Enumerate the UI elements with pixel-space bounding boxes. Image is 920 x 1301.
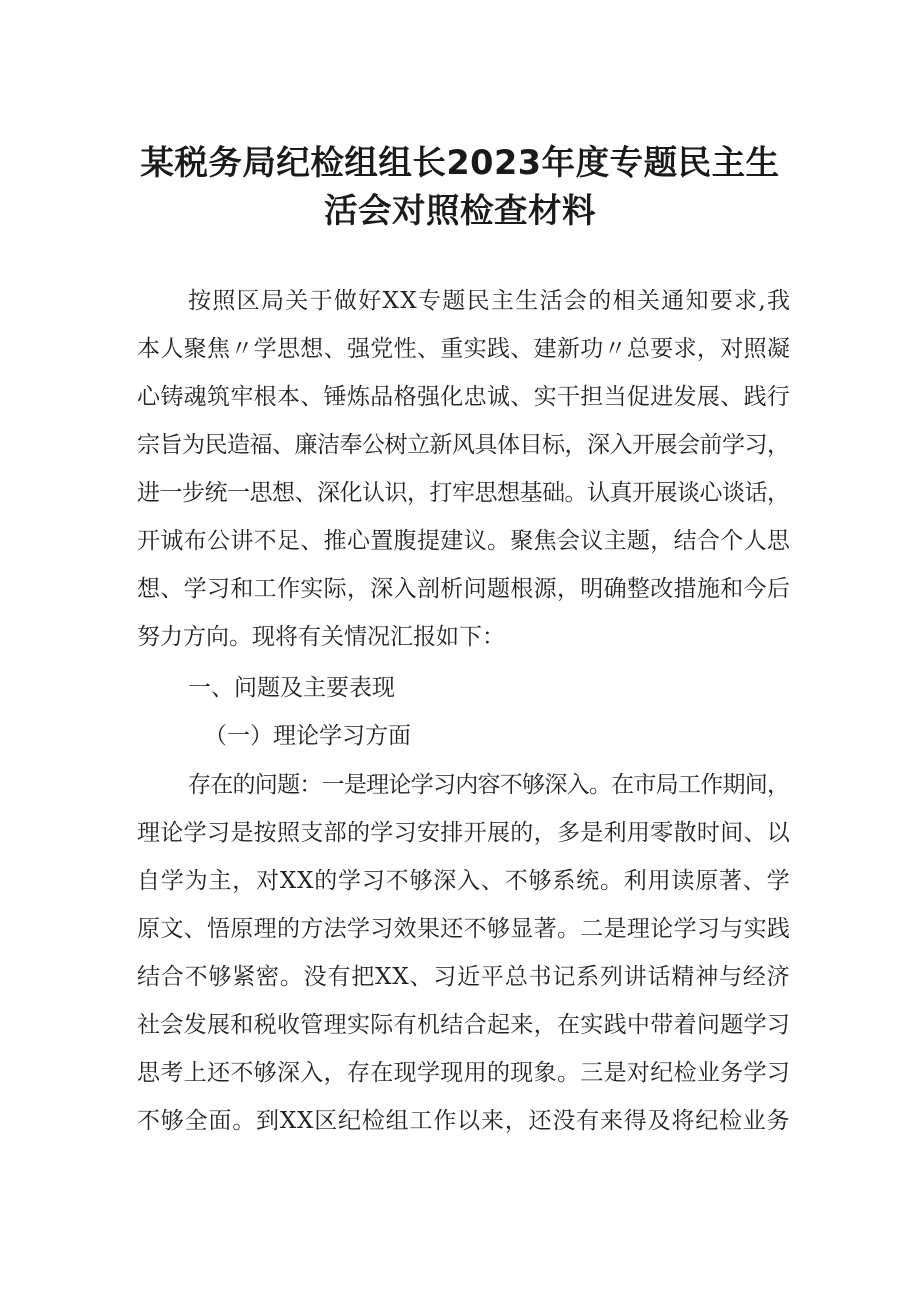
paragraph-2-line: 存在的问题：一是理论学习内容不够深入。在市局工作期间，: [188, 772, 790, 798]
paragraph-1-line: 努力方向。现将有关情况汇报如下：: [137, 624, 505, 650]
document-title-line-2: 活会对照检查材料: [324, 191, 596, 230]
paragraph-1-line: 宗旨为民造福、廉洁奉公树立新风具体目标，深入开展会前学习，: [137, 432, 790, 458]
paragraph-2-line: 结合不够紧密。没有把XX、习近平总书记系列讲话精神与经济: [137, 964, 791, 990]
section-heading-1: 一、问题及主要表现: [188, 675, 395, 701]
subsection-heading-1: （一）理论学习方面: [204, 723, 411, 749]
paragraph-2-line: 自学为主，对XX的学习不够深入、不够系统。利用读原著、学: [137, 868, 791, 894]
paragraph-2-line: 理论学习是按照支部的学习安排开展的，多是利用零散时间、以: [137, 820, 791, 846]
paragraph-1-line: 按照区局关于做好XX专题民主生活会的相关通知要求,我: [188, 288, 792, 314]
paragraph-1-line: 本人聚焦〃学思想、强党性、重实践、建新功〃总要求，对照凝: [137, 336, 791, 362]
paragraph-1-line: 心铸魂筑牢根本、锤炼品格强化忠诚、实干担当促进发展、践行: [137, 384, 791, 410]
document-title-line-1: 某税务局纪检组组长2023年度专题民主生: [140, 143, 780, 182]
paragraph-2-line: 原文、悟原理的方法学习效果还不够显著。二是理论学习与实践: [137, 916, 791, 942]
paragraph-2-line: 社会发展和税收管理实际有机结合起来，在实践中带着问题学习: [137, 1012, 791, 1038]
paragraph-1-line: 开诚布公讲不足、推心置腹提建议。聚焦会议主题，结合个人思: [137, 528, 791, 554]
paragraph-1-line: 进一步统一思想、深化认识，打牢思想基础。认真开展谈心谈话，: [137, 480, 790, 506]
paragraph-1-line: 想、学习和工作实际，深入剖析问题根源，明确整改措施和今后: [137, 576, 791, 602]
paragraph-2-line: 思考上还不够深入，存在现学现用的现象。三是对纪检业务学习: [137, 1060, 791, 1086]
paragraph-2-line: 不够全面。到XX区纪检组工作以来，还没有来得及将纪检业务: [137, 1108, 791, 1134]
